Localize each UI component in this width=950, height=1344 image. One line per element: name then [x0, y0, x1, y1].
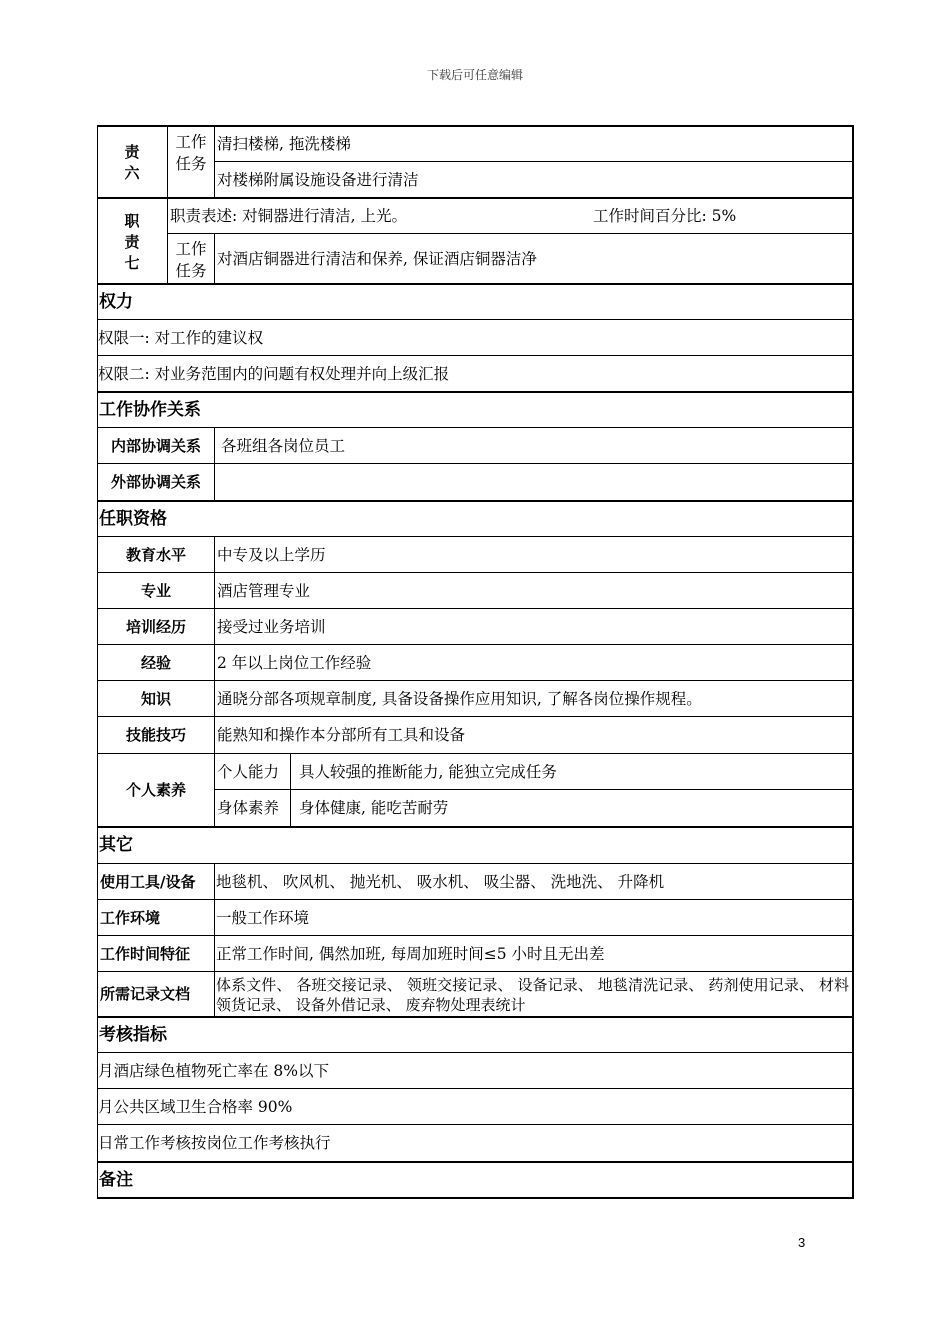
grid-line: [97, 1016, 853, 1018]
other-value: 地毯机、 吹风机、 抛光机、 吸水机、 吸尘器、 洗地洗、 升降机: [216, 872, 665, 891]
grid-line: [215, 789, 853, 790]
grid-line: [97, 197, 853, 199]
page-number: 3: [798, 1235, 806, 1250]
other-row: [97, 900, 853, 936]
qualifications-header: [97, 501, 853, 537]
qualification-row: [97, 537, 853, 573]
qualification-label: 知识: [140, 689, 171, 708]
grid-line: [97, 1052, 853, 1053]
other-label: 工作环境: [100, 908, 161, 927]
grid-line: [97, 427, 853, 428]
section-title: 工作协作关系: [99, 399, 201, 420]
duty6-label-line: 责: [124, 143, 140, 161]
duty6-task: 清扫楼梯, 拖洗楼梯: [217, 134, 351, 153]
other-value: 正常工作时间, 偶然加班, 每周加班时间≤5 小时且无出差: [216, 944, 605, 963]
duty7-task-label: [168, 234, 214, 284]
section-title: 其它: [99, 835, 133, 855]
personal-sub-label: 身体素养: [217, 799, 280, 817]
section-title: 任职资格: [99, 508, 167, 529]
grid-line: [214, 427, 215, 501]
duty7-description: 职责表述: 对铜器进行清洁, 上光。: [170, 206, 408, 225]
duty7-time-percent: 工作时间百分比: 5%: [593, 206, 737, 225]
qualification-value: 2 年以上岗位工作经验: [217, 653, 372, 672]
personal-sub-label: 个人能力: [217, 762, 280, 781]
grid-line: [97, 391, 853, 393]
qualification-label: 培训经历: [125, 617, 186, 636]
grid-line: [852, 125, 854, 1199]
qualification-label: 专业: [140, 581, 171, 600]
personal-row: [97, 754, 853, 790]
other-row: [97, 936, 853, 972]
grid-line: [97, 125, 853, 127]
authority-item: [97, 320, 853, 356]
grid-line: [97, 355, 853, 356]
qualification-value: 酒店管理专业: [217, 581, 311, 600]
duty7-label: [97, 198, 167, 284]
grid-line: [97, 753, 853, 754]
assessment-text: 月酒店绿色植物死亡率在 8%以下: [98, 1061, 330, 1080]
task-label-line: 任务: [175, 262, 207, 280]
other-header: [97, 827, 853, 864]
qualification-value: 中专及以上学历: [217, 545, 326, 564]
grid-line: [97, 863, 853, 864]
grid-line: [290, 753, 291, 827]
grid-line: [97, 644, 853, 645]
qualification-label: 经验: [140, 653, 171, 672]
qualification-label: 技能技巧: [125, 726, 186, 744]
internal-relation-row: [97, 428, 853, 464]
personal-row: [97, 790, 853, 827]
grid-line: [97, 608, 853, 609]
other-row: [97, 972, 853, 1017]
duty7-label-line: 职: [124, 211, 140, 230]
grid-line: [167, 125, 168, 284]
qualification-label: 教育水平: [125, 545, 186, 564]
grid-line: [97, 536, 853, 537]
other-value: 体系文件、 各班交接记录、 领班交接记录、 设备记录、 地毯清洗记录、 药剂使用记录、 材料领货记录、 设备外借记录、 废弃物处理表统计: [216, 975, 849, 1014]
remarks-header: [97, 1162, 853, 1198]
internal-relation-label: 内部协调关系: [110, 436, 201, 455]
grid-line: [97, 319, 853, 320]
qualification-value: 通晓分部各项规章制度, 具备设备操作应用知识, 了解各岗位操作规程。: [217, 689, 702, 708]
task-label-line: 工作: [175, 133, 207, 151]
header-note: 下载后可任意编辑: [426, 68, 523, 82]
grid-line: [97, 680, 853, 681]
duty7-row-desc: [97, 198, 853, 234]
qualification-row: [97, 681, 853, 717]
external-relation-label: 外部协调关系: [110, 473, 201, 491]
task-label-line: 任务: [175, 155, 207, 173]
assessment-header: [97, 1017, 853, 1053]
qualification-row: [97, 717, 853, 754]
personal-value: 具人较强的推断能力, 能独立完成任务: [299, 762, 557, 781]
duty7-task: 对酒店铜器进行清洁和保养, 保证酒店铜器洁净: [217, 249, 537, 268]
assessment-text: 日常工作考核按岗位工作考核执行: [98, 1134, 331, 1152]
authority-header: [97, 284, 853, 320]
grid-line: [97, 1161, 853, 1163]
grid-line: [214, 536, 215, 827]
other-label: 所需记录文档: [100, 985, 191, 1003]
grid-line: [214, 125, 215, 198]
grid-line: [97, 572, 853, 573]
grid-line: [97, 826, 853, 828]
grid-line: [97, 1197, 853, 1199]
other-label: 使用工具/设备: [100, 872, 196, 891]
grid-line: [97, 935, 853, 936]
grid-line: [168, 233, 853, 234]
section-title: 考核指标: [99, 1024, 167, 1045]
grid-line: [97, 716, 853, 717]
qualification-value: 接受过业务培训: [217, 617, 326, 636]
other-row: [97, 864, 853, 900]
duty7-label-line: 责: [124, 232, 140, 251]
qualification-row: [97, 573, 853, 609]
duty6-task-label: [168, 126, 214, 198]
duty6-task: 对楼梯附属设施设备进行清洁: [217, 170, 419, 189]
authority-text: 权限一: 对工作的建议权: [98, 328, 264, 347]
grid-line: [214, 233, 215, 284]
duty6-label: [97, 126, 167, 198]
qualification-value: 能熟知和操作本分部所有工具和设备: [217, 726, 466, 744]
authority-item: [97, 356, 853, 392]
grid-line: [97, 283, 853, 285]
other-label: 工作时间特征: [100, 944, 191, 963]
qualification-row: [97, 645, 853, 681]
section-title: 权力: [99, 291, 133, 312]
grid-line: [97, 1088, 853, 1089]
grid-line: [215, 161, 853, 162]
grid-line: [97, 500, 853, 502]
task-label-line: 工作: [175, 240, 207, 258]
grid-line: [97, 125, 98, 1199]
grid-line: [97, 1124, 853, 1125]
assessment-item: [97, 1053, 853, 1089]
personal-value: 身体健康, 能吃苦耐劳: [299, 799, 449, 817]
relations-header: [97, 392, 853, 428]
duty7-label-line: 七: [124, 253, 140, 272]
duty6-label-line: 六: [124, 164, 140, 182]
assessment-item: [97, 1125, 853, 1162]
grid-line: [97, 899, 853, 900]
section-title: 备注: [99, 1169, 133, 1190]
internal-relation-value: 各班组各岗位员工: [221, 436, 346, 455]
assessment-item: [97, 1089, 853, 1125]
external-relation-row: [97, 464, 853, 501]
grid-line: [97, 971, 853, 972]
grid-line: [97, 463, 853, 464]
assessment-text: 月公共区域卫生合格率 90%: [98, 1097, 293, 1116]
other-value: 一般工作环境: [216, 908, 310, 927]
qualification-row: [97, 609, 853, 645]
personal-quality-label: 个人素养: [125, 781, 186, 799]
authority-text: 权限二: 对业务范围内的问题有权处理并向上级汇报: [98, 364, 450, 383]
grid-line: [214, 863, 215, 1017]
